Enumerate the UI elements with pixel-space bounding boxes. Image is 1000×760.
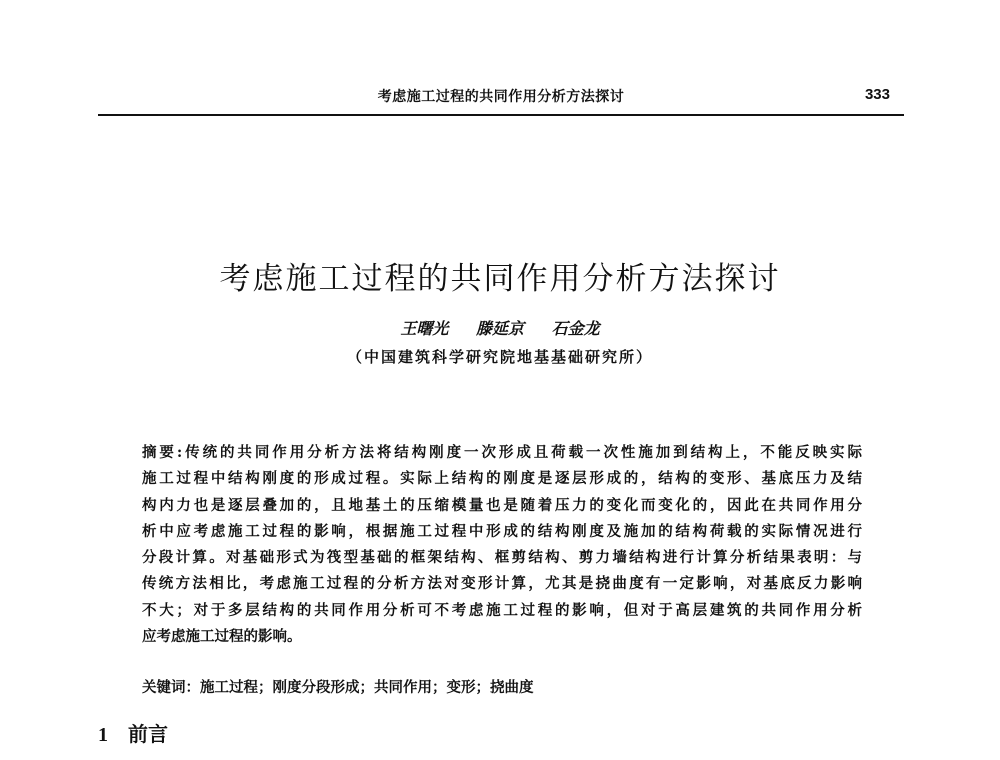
author: 石金龙 bbox=[551, 319, 600, 338]
section-heading bbox=[98, 718, 168, 747]
header-rule bbox=[98, 114, 904, 116]
abstract-line: 应考虑施工过程的影响。 bbox=[142, 628, 302, 646]
abstract-line: 不大；对于多层结构的共同作用分析可不考虑施工过程的影响，但对于高层建筑的共同作用分析 bbox=[142, 601, 862, 619]
author-list bbox=[0, 316, 1000, 339]
page-number: 333 bbox=[864, 86, 890, 103]
paper-title: 考虑施工过程的共同作用分析方法探讨 bbox=[219, 260, 781, 297]
abstract-line: 构内力也是逐层叠加的，且地基土的压缩模量也是随着压力的变化而变化的，因此在共同作用分 bbox=[142, 496, 862, 514]
abstract-line: 传统方法相比，考虑施工过程的分析方法对变形计算，尤其是挠曲度有一定影响，对基底反力影响 bbox=[142, 575, 862, 593]
author: 滕延京 bbox=[475, 319, 524, 338]
abstract-line: 摘要:传统的共同作用分析方法将结构刚度一次形成且荷载一次性施加到结构上，不能反映实际 bbox=[142, 444, 862, 461]
keywords: 关键词：施工过程；刚度分段形成；共同作用；变形；挠曲度 bbox=[142, 679, 534, 696]
section-title: 前言 bbox=[128, 722, 168, 746]
abstract bbox=[142, 440, 862, 650]
abstract-line: 析中应考虑施工过程的影响，根据施工过程中形成的结构刚度及施加的结构荷载的实际情况进行 bbox=[142, 522, 862, 540]
author: 王曙光 bbox=[400, 319, 449, 338]
abstract-line: 施工过程中结构刚度的形成过程。实际上结构的刚度是逐层形成的，结构的变形、基底压力及结 bbox=[142, 470, 862, 488]
section-number: 1 bbox=[98, 724, 108, 746]
abstract-line: 分段计算。对基础形式为筏型基础的框架结构、框剪结构、剪力墙结构进行计算分析结果表明：与 bbox=[142, 549, 862, 567]
affiliation: （中国建筑科学研究院地基基础研究所） bbox=[346, 348, 653, 366]
running-title: 考虑施工过程的共同作用分析方法探讨 bbox=[377, 89, 625, 105]
running-header bbox=[98, 86, 904, 110]
